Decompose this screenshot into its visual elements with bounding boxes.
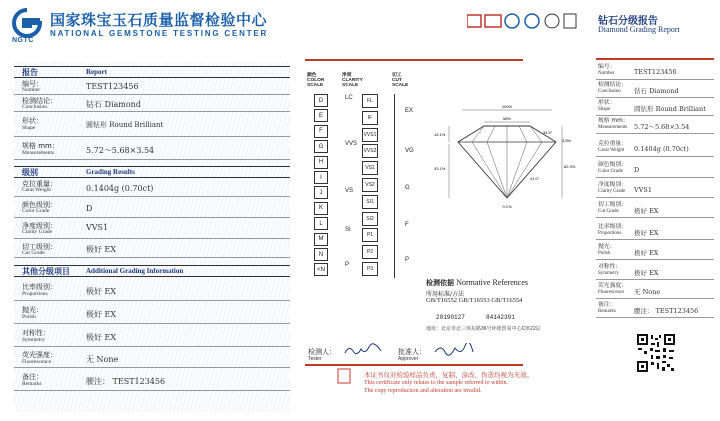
right-row-cut: 切工级别： Cut Grade 极好 EX xyxy=(596,202,714,218)
report-title-cn: 钻石分级报告 xyxy=(598,16,658,27)
clarity-grade-si2: SI2 xyxy=(362,212,378,226)
row-fluorescence: 荧光强度： Fluorescence 无 None xyxy=(14,348,290,368)
clarity-group-vs: VS xyxy=(345,188,354,194)
section-report: 报告 Report xyxy=(14,66,290,78)
clarity-grade-vs2: VS2 xyxy=(362,178,378,192)
right-row-proportions: 比率级别： Proportions 极好 EX xyxy=(596,224,714,240)
right-row-shape: 形状： Shape 圆钻形 Round Brilliant xyxy=(596,100,714,116)
ngtc-logo-icon xyxy=(12,8,42,38)
report-date: 20190127 xyxy=(436,314,465,321)
disclaimer-en-1: This certificate only relates to the sample referred to within. xyxy=(364,380,508,386)
color-grade-K: K xyxy=(314,202,328,215)
cut-scale-label: 切工 CUT SCALE xyxy=(392,73,409,88)
right-row-clarity: 净度级别： Clarity Grade VVS1 xyxy=(596,182,714,198)
right-row-measurements: 规格 mm： Measurements 5.72～5.68×3.54 xyxy=(596,118,714,134)
color-grade-M: M xyxy=(314,233,328,246)
diagram-girdle: 3.5% xyxy=(562,138,572,143)
clarity-group-lc: LC xyxy=(345,95,353,101)
color-grade-lt-N: <N xyxy=(314,263,328,276)
cut-grade-p: P xyxy=(405,257,410,263)
clarity-grade-if: IF xyxy=(362,111,378,125)
row-cut: 切工级别： Cut Grade 极好 EX xyxy=(14,240,290,258)
row-remarks: 备注： Remarks 腰注： TEST123456 xyxy=(14,369,290,391)
row-proportions: 比率级别： Proportions 极好 EX xyxy=(14,279,290,301)
right-row-color: 颜色级别： Color Grade D xyxy=(596,162,714,178)
norms-sub: 所用标准/方法 xyxy=(426,291,465,298)
diagram-table: 58% xyxy=(502,116,512,121)
diagram-total: 100% xyxy=(501,104,513,109)
bottom-red-line xyxy=(305,364,523,366)
color-scale-label: 颜色 COLOR SCALE xyxy=(307,73,325,88)
logo-text: NGTC xyxy=(12,37,34,44)
approver: 批准人： xyxy=(398,348,426,356)
cut-grade-g: G xyxy=(405,185,410,191)
report-title-en: Diamond Grading Report xyxy=(598,25,680,34)
clarity-grade-vs1: VS1 xyxy=(362,161,378,175)
cert-badges xyxy=(467,10,577,32)
right-row-remarks: 备注： Remarks 腰注： TEST123456 xyxy=(596,302,714,318)
clarity-group-si: SI xyxy=(345,227,351,233)
color-grade-D: D xyxy=(314,94,328,107)
disclaimer-en-2: The copy reproduction and alteration are invalid. xyxy=(364,388,482,394)
color-grade-J: J xyxy=(314,186,328,199)
clarity-scale-label: 净度 CLARITY SCALE xyxy=(342,73,363,88)
right-row-number: 编号： Number TEST123456 xyxy=(596,64,714,80)
left-report-panel xyxy=(14,62,290,412)
color-grade-G: G xyxy=(314,140,328,153)
row-conclusion: 检测结论： Conclusion 钻石 Diamond xyxy=(14,96,290,112)
row-polish: 抛光： Polish 极好 EX xyxy=(14,302,290,324)
cut-grade-ex: EX xyxy=(405,108,414,114)
diagram-culet: 0.1% xyxy=(502,204,512,209)
address: 地址：北京市北三环东路36号环球贸易中心C座22层 xyxy=(426,326,541,332)
color-grade-N: N xyxy=(314,248,328,261)
cut-grade-f: F xyxy=(405,222,409,228)
right-row-carat: 克拉重量： Carat Weight 0.1404g (0.70ct) xyxy=(596,141,714,157)
cut-scale-bar xyxy=(394,94,414,278)
tester: 检测人： xyxy=(308,348,336,356)
norms-title: 检测依据 Normative References xyxy=(426,278,528,287)
top-red-line xyxy=(305,59,523,61)
approver-en: Approver xyxy=(398,356,419,362)
clarity-grade-vvs2: VVS2 xyxy=(362,144,378,158)
clarity-group-p: P xyxy=(345,262,350,268)
tester-signature-icon xyxy=(343,343,385,357)
right-row-conclusion: 检测结论： Conclusion 钻石 Diamond xyxy=(596,82,714,98)
tester-en: Tester xyxy=(308,356,322,362)
right-red-line xyxy=(596,58,714,60)
clarity-grade-p3: P3 xyxy=(362,262,378,276)
row-symmetry: 对称性： Symmetry 极好 EX xyxy=(14,325,290,347)
row-carat: 克拉重量： Carat Weight 0.1404g (0.70ct) xyxy=(14,179,290,197)
qr-code-icon xyxy=(636,333,676,373)
clarity-grade-p1: P1 xyxy=(362,228,378,242)
disclaimer-cn: 本证书仅对检验样品负责，复制、涂改、伪造均视为无效。 xyxy=(364,371,533,379)
row-clarity: 净度级别： Clarity Grade VVS1 xyxy=(14,219,290,239)
row-color: 颜色级别： Color Grade D xyxy=(14,198,290,218)
clarity-grade-si1: SI1 xyxy=(362,195,378,209)
section-grading: 级别 Grading Results xyxy=(14,166,290,178)
center-name-en: NATIONAL GEMSTONE TESTING CENTER xyxy=(50,29,269,38)
norms-list: GB/T16552 GB/T16553 GB/T16554 xyxy=(426,297,523,304)
clarity-group-vvs: VVS xyxy=(345,141,358,147)
diagram-crown-height: 15.1% xyxy=(434,132,446,137)
color-grade-F: F xyxy=(314,125,328,138)
seal-icon xyxy=(337,368,351,384)
diamond-proportion-diagram xyxy=(432,100,580,220)
color-grade-L: L xyxy=(314,217,328,230)
color-grade-H: H xyxy=(314,156,328,169)
right-row-polish: 抛光： Polish 极好 EX xyxy=(596,244,714,260)
color-grade-I: I xyxy=(314,171,328,184)
diagram-crown-angle: 34.5° xyxy=(543,130,553,135)
diagram-pavilion-depth: 43.1% xyxy=(434,166,446,171)
clarity-grade-fl: FL xyxy=(362,94,378,108)
right-row-symmetry: 对称性： Symmetry 极好 EX xyxy=(596,264,714,280)
clarity-grade-vvs1: VVS1 xyxy=(362,128,378,142)
report-no: 84142391 xyxy=(486,314,515,321)
row-number: 编号： Number TEST123456 xyxy=(14,79,290,95)
cut-grade-vg: VG xyxy=(405,148,414,154)
color-grade-E: E xyxy=(314,109,328,122)
row-measurements: 规格 mm： Measurements 5.72～5.68×3.54 xyxy=(14,138,290,160)
diagram-total-depth: 62.3% xyxy=(564,164,576,169)
approver-signature-icon xyxy=(433,343,475,357)
section-additional: 其他分级项目 Additional Grading Information xyxy=(14,265,290,277)
cert-badges-icon xyxy=(467,10,577,32)
clarity-grade-p2: P2 xyxy=(362,245,378,259)
right-row-fluorescence: 荧光强度： Fluorescence 无 None xyxy=(596,283,714,299)
center-name-cn: 国家珠宝玉石质量监督检验中心 xyxy=(50,11,268,29)
row-shape: 形状： Shape 圆钻形 Round Brilliant xyxy=(14,113,290,137)
diagram-pavilion-angle: 41.0° xyxy=(530,176,540,181)
